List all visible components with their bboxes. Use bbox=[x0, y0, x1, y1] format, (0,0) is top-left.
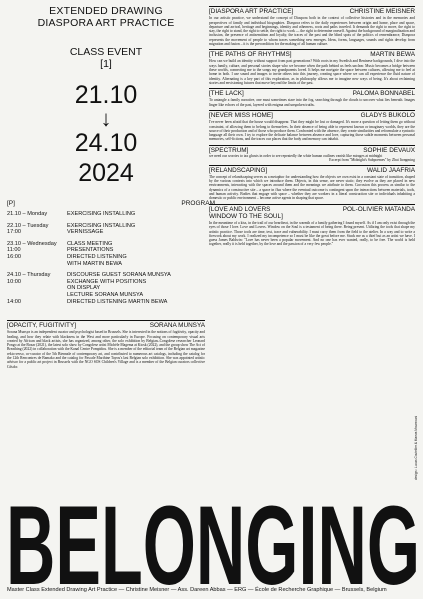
class-event-label: CLASS EVENT bbox=[69, 46, 143, 58]
program-time: 22.10 – Tuesday bbox=[7, 222, 49, 229]
text-section bbox=[209, 165, 415, 201]
section-heading bbox=[209, 145, 415, 154]
text-section bbox=[209, 6, 415, 46]
section-heading bbox=[209, 204, 415, 213]
section-author: CHRISTINE MEISNER bbox=[349, 8, 415, 15]
program-header bbox=[7, 200, 215, 208]
left-column bbox=[7, 5, 215, 369]
program-entry bbox=[7, 211, 205, 218]
class-number: [1] bbox=[100, 57, 112, 70]
program-entry bbox=[7, 254, 205, 261]
program-time: 17:00 bbox=[7, 229, 21, 236]
section-heading bbox=[209, 88, 415, 97]
program-entry bbox=[7, 247, 205, 254]
title-line-1: EXTENDED DRAWING bbox=[49, 5, 163, 17]
opacity-section bbox=[7, 320, 205, 372]
section-heading bbox=[209, 49, 415, 58]
program-day bbox=[7, 223, 205, 236]
program-event: EXERCISING INSTALLING bbox=[67, 211, 136, 217]
program-entry bbox=[7, 241, 205, 248]
program-time: 21.10 – Monday bbox=[7, 211, 48, 217]
section-title: [NEVER MISS HOME] bbox=[209, 112, 273, 120]
poster-title bbox=[7, 6, 205, 29]
opacity-title: [OPACITY, FUGITIVITY] bbox=[7, 322, 77, 329]
section-title: [DIASPORA ART PRACTICE] bbox=[209, 8, 294, 15]
program-marker: [P] bbox=[7, 200, 15, 207]
opacity-heading bbox=[7, 320, 205, 329]
section-text: In our artistic practice, we understand the concept of Diaspora both in the context of collective histories and in the memories and perspectives of family and individual biographies. Diaspora refers to the daily experiences between origin and home, place and space, departure and arrival, heritage and beginnings, identity and otherness, roots and paths traveled. It demands the right to move, the right to stay, the right to stand, the right to settle, the right to work — the right to determine oneself. Against the background of marginalization and inclusion, the presence of antisemitism and loyalty, the traces of the past and the blind spots of the politics of remembrance, Diaspora represents the movement of people to whom traces something new emerges. Ideas, forms, languages, sounds and rights develop from migration and fusion – it is the precondition for the making of all human culture. bbox=[209, 16, 415, 46]
text-section bbox=[209, 204, 415, 247]
program-label: PROGRAM bbox=[181, 200, 215, 207]
date-end: 24.10 bbox=[74, 129, 138, 157]
program-day bbox=[7, 272, 205, 305]
program-entry bbox=[7, 285, 205, 292]
text-section bbox=[209, 110, 415, 142]
quote-source: Excerpt from "Midnight's Subpoemes" by Zhai Itongming bbox=[329, 158, 415, 163]
text-section bbox=[209, 145, 415, 163]
right-column bbox=[209, 6, 415, 250]
section-title: [THE LACK] bbox=[209, 90, 244, 98]
program-entry bbox=[7, 261, 205, 268]
program-time: 23.10 – Wednesday bbox=[7, 240, 57, 247]
program-event: DIRECTED LISTENING MARTIN BEWA bbox=[67, 298, 168, 305]
program-event: EXCHANGE WITH POSITIONS bbox=[67, 278, 147, 285]
belonging-word: BELONGING bbox=[6, 486, 421, 586]
program-time: 11:00 bbox=[7, 247, 21, 254]
section-author: SOPHIE DEVAUX bbox=[363, 146, 415, 154]
year: 2024 bbox=[78, 159, 134, 187]
section-title: [LOVE AND LOVERS bbox=[209, 205, 271, 213]
program-time: 10:00 bbox=[7, 278, 21, 285]
program-event: DISCOURSE GUEST SORANA MUNSYA bbox=[67, 272, 171, 279]
section-text: I've never been afraid that the house would disappear. That they might be lost or damaged. It's more a question of letting them go without constraint, of allowing them to belong to themselves. In their absence of being able to represent known or imaginary worlds, they are the source of their production and of those who produce them. Confronted with the absence, they create similarities and reformulate a syntactic language all their own. I try to explore the delicate balance between absence and love, capturing those subtle moments between personal memories, self-fictions, and the traces our places that the body and memory can inhabit. bbox=[209, 120, 415, 142]
program-event: VERNISSAGE bbox=[67, 229, 104, 236]
program-event: ON DISPLAY bbox=[67, 285, 101, 292]
section-author: WALID JAAFRIA bbox=[366, 166, 415, 174]
program-time bbox=[7, 285, 67, 292]
section-author: PALOMA BONNABEL bbox=[352, 90, 415, 98]
section-text: How can we build an identity without support from past generations? With roots in my Swedish and Beninese backgrounds, I dive into the ways family, culture, and personal stories shape who we become when the path behind us feels unclear. Music becomes a bridge between these worlds, connecting me to the songs my grandparents loved. It helps me navigate the space between cultures, allowing me to feel at home in both. I use sound and images to invite others into this journey, creating space where we can all experience the fluid nature of identity. Alternating is a key part of this exploration, as in philosophy allows me to imagine new ways of being. It's about reclaiming stories and envisioning futures that move beyond the limits of the past. bbox=[209, 59, 415, 85]
section-heading bbox=[209, 165, 415, 174]
program-time bbox=[7, 292, 67, 299]
program-entry bbox=[7, 299, 205, 306]
program-entry bbox=[7, 223, 205, 230]
section-author: GLADYS BUKOLO bbox=[360, 112, 415, 120]
opacity-text: Sorana Munsya is an independent curator and psychologist based in Brussels. She is interested in the notions of fugitivity, opacity and healing, and how they relate with blackness in the West and more particularly in Europe. Focusing on contemporary visual arts created by African and black artists, she has organized, among other, the solo exhibition by Belgian–Congolese researcher Leonard Pongo at the Bozar (2021), the latest solo show by Congolese artist Michèle Magema at Kiosk (2022), and the group show The Act of Breathing (2022) in collaboration with the Kanal Centre Pompidou. She is a member of the editorial team of the Belgian art magazine rekto:verso, co-curator of the 5th Biennale of contemporary art, and contributed to numerous art catalogs, including the catalog for the 12th Rencontres de Bamako and the catalog for Pascale Marthine Tayou's last Belgian solo exhibition. She was appointed artistic advisor for a public art project in Brussels with the NGO SOS Children's Village and is a member of the Belgian curators collective Cdsdcr. bbox=[7, 330, 205, 369]
program-day bbox=[7, 241, 205, 267]
program-event: CLASS MEETING bbox=[67, 240, 113, 247]
program-event: EXERCISING INSTALLING bbox=[67, 222, 136, 229]
program-time: 24.10 – Thursday bbox=[7, 272, 51, 279]
section-title: [RELANDSCAPING] bbox=[209, 166, 268, 174]
program-time: 16:00 bbox=[7, 253, 21, 260]
section-text: The concept of relandscaping serves as a metaphor for understanding how the objects we own exist in a constant state of transition, shaped by the various contexts into which we introduce them. Objects, in this sense, are never static; they evolve as they are placed in new environments, interacting with the spaces around them and the meanings we attribute to them. Corrosion this process as similar to the dynamics of a constructive site – a space in flux where the eventual outcome is contingent upon the interactions between materials, tools, and human activity. Bodies that engage with space – whether they are workers in a literal construction site or individuals inhabiting a domestic or public environment – become active agents in shaping that space. bbox=[209, 174, 415, 201]
program-event: PRESENTATIONS bbox=[67, 247, 114, 254]
belonging-title bbox=[4, 486, 422, 586]
section-author: POL-OLIVIER MATANDA bbox=[342, 205, 415, 213]
text-section bbox=[209, 49, 415, 85]
program-time: 14:00 bbox=[7, 298, 21, 305]
program-entry bbox=[7, 279, 205, 286]
section-title: [THE PATHS OF RHYTHMS] bbox=[209, 51, 292, 59]
program-entry bbox=[7, 272, 205, 279]
section-quote: we need our worries to tax ghosts in order to see repeatedly the white human outlines vanish like mirages at midnight bbox=[209, 153, 383, 158]
title-line-2: DIASPORA ART PRACTICE bbox=[37, 16, 175, 29]
section-title-line-2: WINDOW TO THE SOUL] bbox=[209, 212, 283, 220]
program-event: LECTURE SORANA MUNSYA bbox=[67, 291, 144, 298]
program-list bbox=[7, 211, 205, 305]
program-entry bbox=[7, 292, 205, 299]
program-day bbox=[7, 211, 205, 218]
down-arrow-icon: ↓ bbox=[100, 106, 112, 131]
opacity-author: SORANA MUNSYA bbox=[149, 322, 205, 329]
section-text: In the meantime of a kiss, in the trail of our heartbeat, in the warmth of a family gathering I found myself. As if I am only exist through the eyes of those I love. Love and Lovers. Window on the Soul is a testament of being there. Being present. Utilizing the tools that shape my artistic practice. Those tools are time, text, trace and vulnerability. I must carry them from the field to the atelier. In a way and to write a firework about my work. I realized my incompetence so I must be like the great before me. Stuck me as a thief but as an artist we have. I guess James Baldwin: "Love has never been a popular movement. And no one has ever wanted, really, to be free. The world is held together, really it is held together, by the love and the passion of a very few people." bbox=[209, 220, 415, 247]
program-entry bbox=[7, 229, 205, 236]
section-heading bbox=[209, 6, 415, 15]
date-block bbox=[7, 82, 205, 186]
section-heading bbox=[209, 110, 415, 119]
design-credit: design : Lucas Coutellier & Maeva Moumouni bbox=[414, 415, 418, 480]
program-event: WITH MARTIN BEWA bbox=[67, 260, 123, 267]
text-section bbox=[209, 88, 415, 107]
program-time bbox=[7, 261, 67, 268]
footer-credits: Master Class Extended Drawing Art Practice — Christine Meisner — Ass. Dareen Abbas — ERG — École de Recherche Graphique — Brussels, Belgium bbox=[7, 587, 387, 593]
section-title: [SPECTRUM] bbox=[209, 146, 249, 154]
section-text: To untangle a family narrative, one must sometimes stare into the fog, searching through the clouds to uncover what lies beneath. Images linger like echoes of the past, layered with enigma and unspoken truths. bbox=[209, 98, 415, 107]
section-author: MARTIN BEWA bbox=[370, 51, 415, 59]
program-event: DIRECTED LISTENING bbox=[67, 253, 127, 260]
date-start: 21.10 bbox=[74, 81, 138, 109]
class-event bbox=[7, 47, 205, 70]
